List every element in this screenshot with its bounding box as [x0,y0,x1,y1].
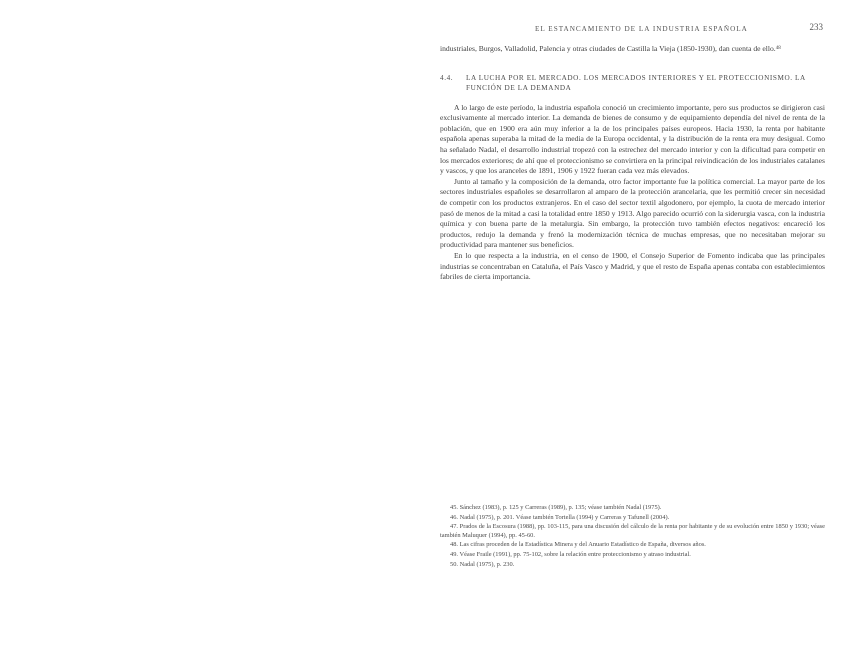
body-paragraph: En lo que respecta a la industria, en el censo de 1900, el Consejo Superior de Fomento indicaba que las principales industrias se concentraban en Cataluña, el País Vasco y Madrid, y que el resto de España apenas contaba con establecimientos fabriles de cierta importancia. [440,250,825,282]
section-heading [440,73,825,93]
book-page [440,22,825,622]
opening-paragraph-text: industriales, Burgos, Valladolid, Palencia y otras ciudades de Castilla la Vieja (1850-1930), dan cuenta de ello. [440,44,776,53]
section-body [440,103,825,283]
blank-left-page [0,0,420,649]
footnote: 48. Las cifras proceden de la Estadística Minera y del Anuario Estadístico de España, diversos años. [450,541,706,549]
footnote: 49. Véase Fraile (1991), pp. 75-102, sobre la relación entre proteccionismo y atraso industrial. [450,550,691,558]
footnotes [440,504,825,570]
body-paragraph: Junto al tamaño y la composición de la demanda, otro factor importante fue la política comercial. La mayor parte de los sectores industriales españoles se desarrollaron al amparo de la protección arancelaria, que les permitió crecer sin necesidad de competir con los productos extranjeros. En el caso del sector textil algodonero, por ejemplo, la cuota de mercado interior pasó de menos de la mitad a casi la totalidad entre 1850 y 1913. Algo parecido ocurrió con la siderurgia vasca, con la industria química y con buena parte de la metalurgia. Sin embargo, la protección tuvo también efectos negativos: encareció los productos, redujo la demanda y frenó la modernización técnica de muchas empresas, que no necesitaban mejorar su productividad para mantener sus beneficios. [440,176,825,250]
note-reference: 48 [775,46,781,51]
footnote: 46. Nadal (1975), p. 201. Véase también Tortella (1994) y Carreras y Tafunell (2004). [450,513,670,521]
footnote: 45. Sánchez (1983), p. 125 y Carreras (1989), p. 135; véase también Nadal (1975). [450,504,662,511]
page-number: 233 [809,22,823,32]
opening-paragraph [440,44,825,55]
footnote: 47. Prados de la Escosura (1988), pp. 103-115, para una discusión del cálculo de la renta por habitante y de su evolución entre 1850 y 1930; véase también Maluquer (1994), pp. 45-60. [440,523,825,539]
running-head [440,22,825,36]
section-title: LA LUCHA POR EL MERCADO. LOS MERCADOS INTERIORES Y EL PROTECCIONISMO. LA FUNCIÓN DE LA DEMANDA [466,73,806,92]
footnote: 50. Nadal (1975), p. 230. [450,560,515,568]
section-number: 4.4. [440,73,454,82]
running-head-title: EL ESTANCAMIENTO DE LA INDUSTRIA ESPAÑOLA [535,25,748,33]
body-paragraph: A lo largo de este período, la industria española conoció un crecimiento importante, pero sus productos se dirigieron casi exclusivamente al mercado interior. La demanda de bienes de consumo y de equipamiento dependía del nivel de renta de la población, que en 1900 era aún muy inferior a la de los principales países europeos. Hacia 1930, la renta por habitante española apenas superaba la mitad de la media de la Europa occidental, y la distribución de la renta era muy desigual. Como ha señalado Nadal, el desarrollo industrial tropezó con la estrechez del mercado interior y con la dificultad para competir en los mercados exteriores; de ahí que el proteccionismo se convirtiera en la principal reivindicación de los industriales catalanes y vascos, y que los aranceles de 1891, 1906 y 1922 fueran cada vez más elevados. [440,102,825,176]
